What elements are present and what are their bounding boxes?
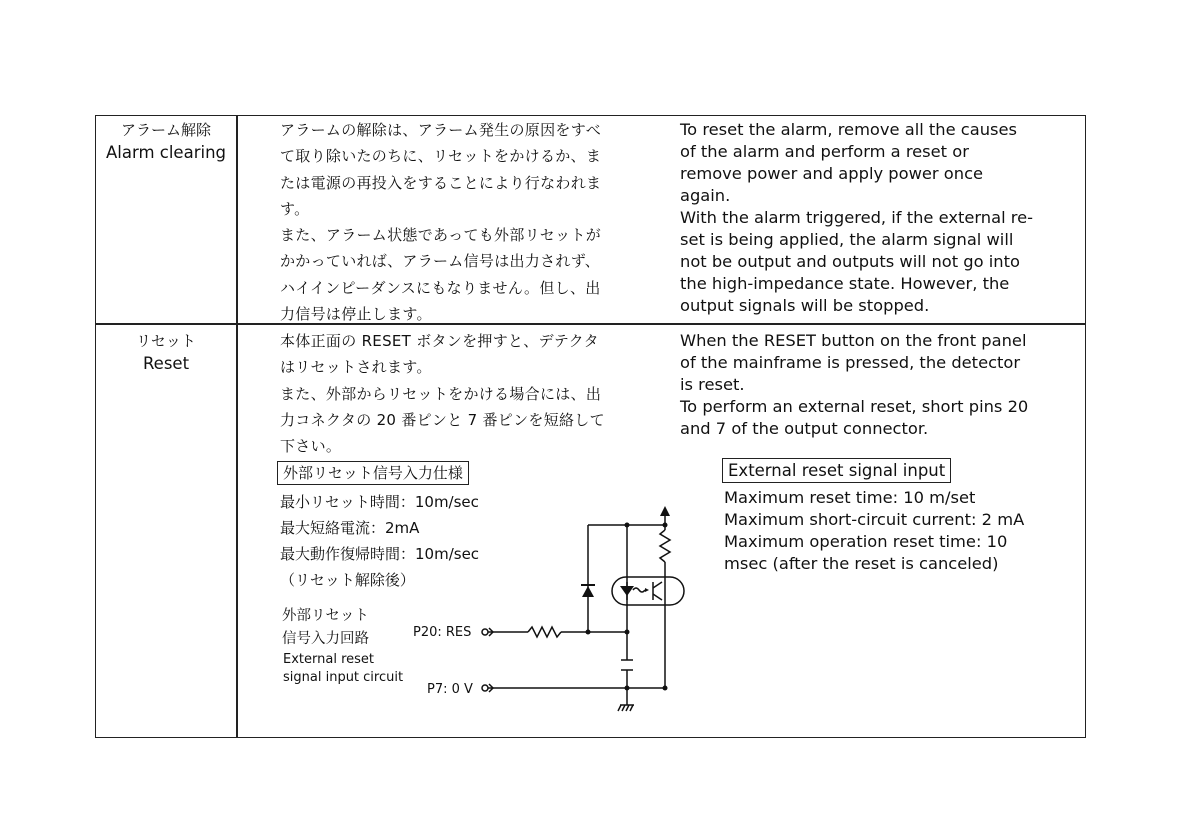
spec-line: 最小リセット時間：10m/sec <box>280 493 479 511</box>
text-line: ハイインピーダンスにもなりません。但し、出 <box>280 278 601 297</box>
row-label-jp: リセット <box>136 332 196 350</box>
text-line: output signals will be stopped. <box>680 296 930 315</box>
spec-line: 最大短絡電流：2mA <box>280 519 420 537</box>
spec-line: Maximum reset time: 10 m/set <box>724 488 976 507</box>
circuit-label-en-2: signal input circuit <box>283 670 404 685</box>
row-label-en: Alarm clearing <box>105 143 226 162</box>
text-line: 本体正面の RESET ボタンを押すと、デテクタ <box>280 332 599 350</box>
spec-line: Maximum operation reset time: 10 <box>724 532 1008 551</box>
spec-line: msec (after the reset is canceled) <box>724 554 999 573</box>
text-line: 力信号は停止します。 <box>280 305 432 324</box>
spec-line: （リセット解除後） <box>280 571 415 589</box>
text-line: す。 <box>280 199 310 218</box>
circuit-label-jp-1: 外部リセット <box>282 608 369 624</box>
resistor-pullup <box>660 530 670 562</box>
text-line: To perform an external reset, short pins 20 <box>680 397 1029 416</box>
text-line: With the alarm triggered, if the external re- <box>680 208 1034 227</box>
text-line: 下さい。 <box>280 437 342 456</box>
text-line: はリセットされます。 <box>280 358 432 377</box>
text-line: To reset the alarm, remove all the causes <box>680 120 1018 139</box>
spec-line: Maximum short-circuit current: 2 mA <box>724 510 1025 529</box>
row-text-en <box>680 119 1045 317</box>
text-line: and 7 of the output connector. <box>680 419 929 438</box>
circuit-label-jp-2: 信号入力回路 <box>282 631 369 647</box>
led-icon <box>620 586 634 596</box>
row-text-jp <box>280 328 638 459</box>
supply-arrow-icon <box>660 506 670 516</box>
text-line: set is being applied, the alarm signal will <box>680 230 1014 249</box>
circuit-diagram <box>470 500 730 715</box>
pin-res-label: P20: RES <box>413 625 472 640</box>
text-line: not be output and outputs will not go into <box>680 252 1020 271</box>
row-label-jp: アラーム解除 <box>120 121 211 139</box>
spec-list-en <box>724 487 1024 575</box>
text-line: is reset. <box>680 375 745 394</box>
terminal-res <box>482 629 488 635</box>
text-line: When the RESET button on the front panel <box>680 331 1027 350</box>
row-text-jp <box>280 117 638 327</box>
text-line: again. <box>680 186 731 205</box>
text-line: たは電源の再投入をすることにより行なわれま <box>280 173 602 192</box>
text-line: また、外部からリセットをかける場合には、出 <box>280 384 602 403</box>
text-line: かかっていれば、アラーム信号は出力されず、 <box>280 252 601 271</box>
text-line: remove power and apply power once <box>680 164 984 183</box>
spec-list-jp <box>280 489 479 593</box>
resistor-input <box>528 627 561 637</box>
spec-title-en: External reset signal input <box>722 458 951 483</box>
text-line: また、アラーム状態であっても外部リセットが <box>280 226 602 245</box>
circuit-label-en-1: External reset <box>283 652 374 667</box>
photocoupler <box>612 577 684 605</box>
text-line: of the alarm and perform a reset or <box>680 142 969 161</box>
diode-icon <box>582 586 594 597</box>
spec-line: 最大動作復帰時間：10m/sec <box>280 545 480 563</box>
row-label-en: Reset <box>142 354 190 373</box>
terminal-0v <box>482 685 488 691</box>
pin-0v-label: P7: 0 V <box>427 682 473 697</box>
text-line: the high-impedance state. However, the <box>680 274 1010 293</box>
text-line: て取り除いたのちに、リセットをかけるか、ま <box>280 147 602 166</box>
text-line: of the mainframe is pressed, the detector <box>680 353 1021 372</box>
spec-title-jp: 外部リセット信号入力仕様 <box>277 461 469 485</box>
column-divider <box>236 115 238 738</box>
row-text-en <box>680 330 1045 440</box>
text-line: アラームの解除は、アラーム発生の原因をすべ <box>280 121 602 139</box>
text-line: 力コネクタの 20 番ピンと 7 番ピンを短絡して <box>280 410 605 429</box>
